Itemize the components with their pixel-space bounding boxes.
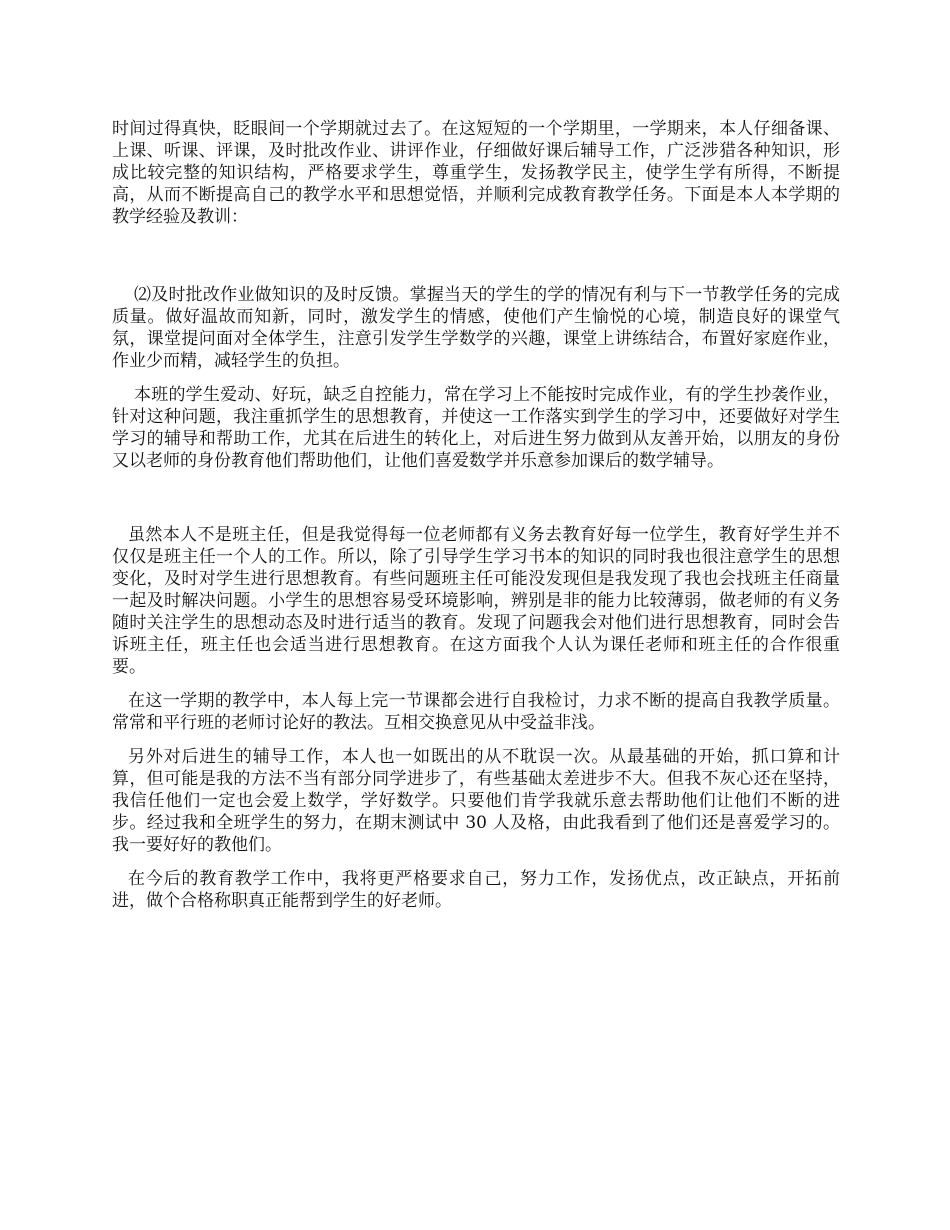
paragraph-moral-education: 虽然本人不是班主任，但是我觉得每一位老师都有义务去教育好每一位学生，教育好学生并不仅仅是班主任一个人的工作。所以，除了引导学生学习书本的知识的同时我也很注意学生的思想变化，及时对学生进行思想教育。有些问题班主任可能没发现但是我发现了我也会找班主任商量一起及时解决问题。小学生的思想容易受环境影响，辨别是非的能力比较薄弱，做老师的有义务随时关注学生的思想动态及时进行适当的教育。发现了问题我会对他们进行思想教育，同时会告诉班主任，班主任也会适当进行思想教育。在这方面我个人认为课任老师和班主任的合作很重要。 [112,525,840,677]
paragraph-gap [112,734,840,746]
paragraph-gap [112,856,840,868]
paragraph-intro: 时间过得真快，眨眼间一个学期就过去了。在这短短的一个学期里，一学期来，本人仔细备课、上课、听课、评课，及时批改作业、讲评作业，仔细做好课后辅导工作，广泛涉猎各种知识，形成比较完整的知识结构，严格要求学生，尊重学生，发扬教学民主，使学生学有所得，不断提高，从而不断提高自己的教学水平和思想觉悟，并顺利完成教育教学任务。下面是本人本学期的教学经验及教训： [112,119,840,227]
paragraph-class-students: 本班的学生爱动、好玩，缺乏自控能力，常在学习上不能按时完成作业，有的学生抄袭作业，针对这种问题，我注重抓学生的思想教育，并使这一工作落实到学生的学习中，还要做好对学生学习的辅导和帮助工作，尤其在后进生的转化上，对后进生努力做到从友善开始，以朋友的身份又以老师的身份教育他们帮助他们，让他们喜爱数学并乐意参加课后的数学辅导。 [112,385,840,471]
paragraph-future-plan: 在今后的教育教学工作中，我将更严格要求自己，努力工作，发扬优点，改正缺点，开拓前进，做个合格称职真正能帮到学生的好老师。 [112,869,840,911]
paragraph-gap [112,678,840,690]
blank-gap [112,228,840,284]
paragraph-gap [112,372,840,384]
paragraph-tutoring: 另外对后进生的辅导工作，本人也一如既出的从不耽误一次。从最基础的开始，抓口算和计算，但可能是我的方法不当有部分同学进步了，有些基础太差进步不大。但我不灰心还在坚持，我信任他们一定也会爱上数学，学好数学。只要他们肯学我就乐意去帮助他们让他们不断的进步。经过我和全班学生的努力，在期末测试中 30 人及格，由此我看到了他们还是喜爱学习的。我一要好好的教他们。 [112,747,840,855]
blank-gap [112,472,840,524]
document-body [112,118,840,912]
paragraph-self-review: 在这一学期的教学中，本人每上完一节课都会进行自我检讨，力求不断的提高自我教学质量。常常和平行班的老师讨论好的教法。互相交换意见从中受益非浅。 [112,691,840,733]
paragraph-homework-feedback: ⑵及时批改作业做知识的及时反馈。掌握当天的学生的学的情况有利与下一节教学任务的完成质量。做好温故而知新，同时，激发学生的情感，使他们产生愉悦的心境，制造良好的课堂气氛，课堂提问面对全体学生，注意引发学生学数学的兴趣，课堂上讲练结合，布置好家庭作业，作业少而精，减轻学生的负担。 [112,285,840,371]
